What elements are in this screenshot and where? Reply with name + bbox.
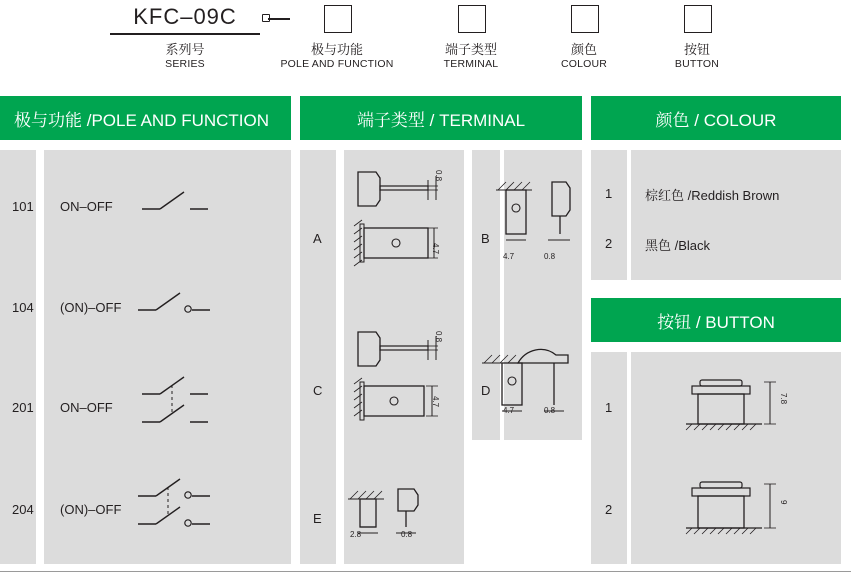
code-box-pole[interactable] [324, 5, 352, 33]
terminal-dim-c-2: 4.7 [431, 396, 440, 408]
terminal-dim-e-2: 0.8 [401, 530, 413, 539]
pole-label-201: ON–OFF [60, 400, 113, 415]
code-builder-bar [0, 0, 851, 82]
colour-label-1: 棕红色 /Reddish Brown [645, 188, 780, 203]
terminal-code-c: C [313, 383, 323, 398]
code-label-pole: 极与功能 POLE AND FUNCTION [280, 42, 394, 70]
terminal-dim-b-2: 0.8 [544, 252, 556, 261]
terminal-dim-a-2: 4.7 [431, 243, 440, 255]
terminal-strip-ac [300, 150, 336, 564]
code-label-series: 系列号 SERIES [165, 42, 205, 70]
pole-code-204: 204 [12, 502, 34, 517]
terminal-drawing-e [348, 483, 448, 549]
symbol-spst-momentary [136, 286, 212, 320]
terminal-dim-b-1: 4.7 [503, 252, 515, 261]
button-drawing-1 [678, 372, 798, 440]
terminal-dim-a-1: 0.8 [434, 170, 443, 182]
pole-code-201: 201 [12, 400, 34, 415]
colour-code-2: 2 [605, 236, 613, 251]
code-label-terminal: 端子类型 TERMINAL [443, 42, 499, 70]
colour-panel [631, 150, 841, 280]
colour-label-2: 黑色 /Black [645, 238, 711, 253]
button-dim-2: 9 [779, 500, 788, 505]
pole-label-101: ON–OFF [60, 199, 113, 214]
symbol-dpst-momentary [136, 472, 212, 534]
terminal-drawing-d [482, 345, 582, 425]
footer-rule [0, 571, 851, 572]
section-header-terminal: 端子类型 / TERMINAL [300, 96, 582, 140]
colour-strip [591, 150, 627, 280]
button-code-1: 1 [605, 400, 613, 415]
button-strip [591, 352, 627, 564]
series-code: KFC–09C [133, 4, 237, 29]
pole-label-204: (ON)–OFF [60, 502, 122, 517]
symbol-spst-no [140, 185, 210, 219]
terminal-dim-d-1: 4.7 [503, 406, 515, 415]
colour-code-1: 1 [605, 186, 613, 201]
symbol-dpst-no [140, 370, 210, 432]
terminal-drawing-a [350, 166, 456, 276]
section-header-pole: 极与功能 /POLE AND FUNCTION [0, 96, 291, 140]
series-code-underline [110, 33, 260, 35]
button-drawing-2 [678, 474, 798, 542]
button-dim-1: 7.8 [779, 393, 788, 405]
terminal-dim-d-2: 0.8 [544, 406, 556, 415]
terminal-dim-e-1: 2.8 [350, 530, 362, 539]
code-box-colour[interactable] [571, 5, 599, 33]
terminal-code-e: E [313, 511, 322, 526]
dash-connector-icon [262, 12, 290, 26]
code-label-button: 按钮 BUTTON [674, 42, 720, 70]
pole-code-104: 104 [12, 300, 34, 315]
terminal-dim-c-1: 0.8 [434, 331, 443, 343]
code-label-colour: 颜色 COLOUR [560, 42, 608, 70]
pole-code-101: 101 [12, 199, 34, 214]
code-box-button[interactable] [684, 5, 712, 33]
terminal-code-b: B [481, 231, 490, 246]
button-code-2: 2 [605, 502, 613, 517]
section-header-colour: 颜色 / COLOUR [591, 96, 841, 140]
terminal-code-d: D [481, 383, 491, 398]
section-header-button: 按钮 / BUTTON [591, 298, 841, 342]
pole-label-104: (ON)–OFF [60, 300, 122, 315]
code-box-terminal[interactable] [458, 5, 486, 33]
terminal-drawing-c [350, 326, 456, 434]
terminal-code-a: A [313, 231, 322, 246]
